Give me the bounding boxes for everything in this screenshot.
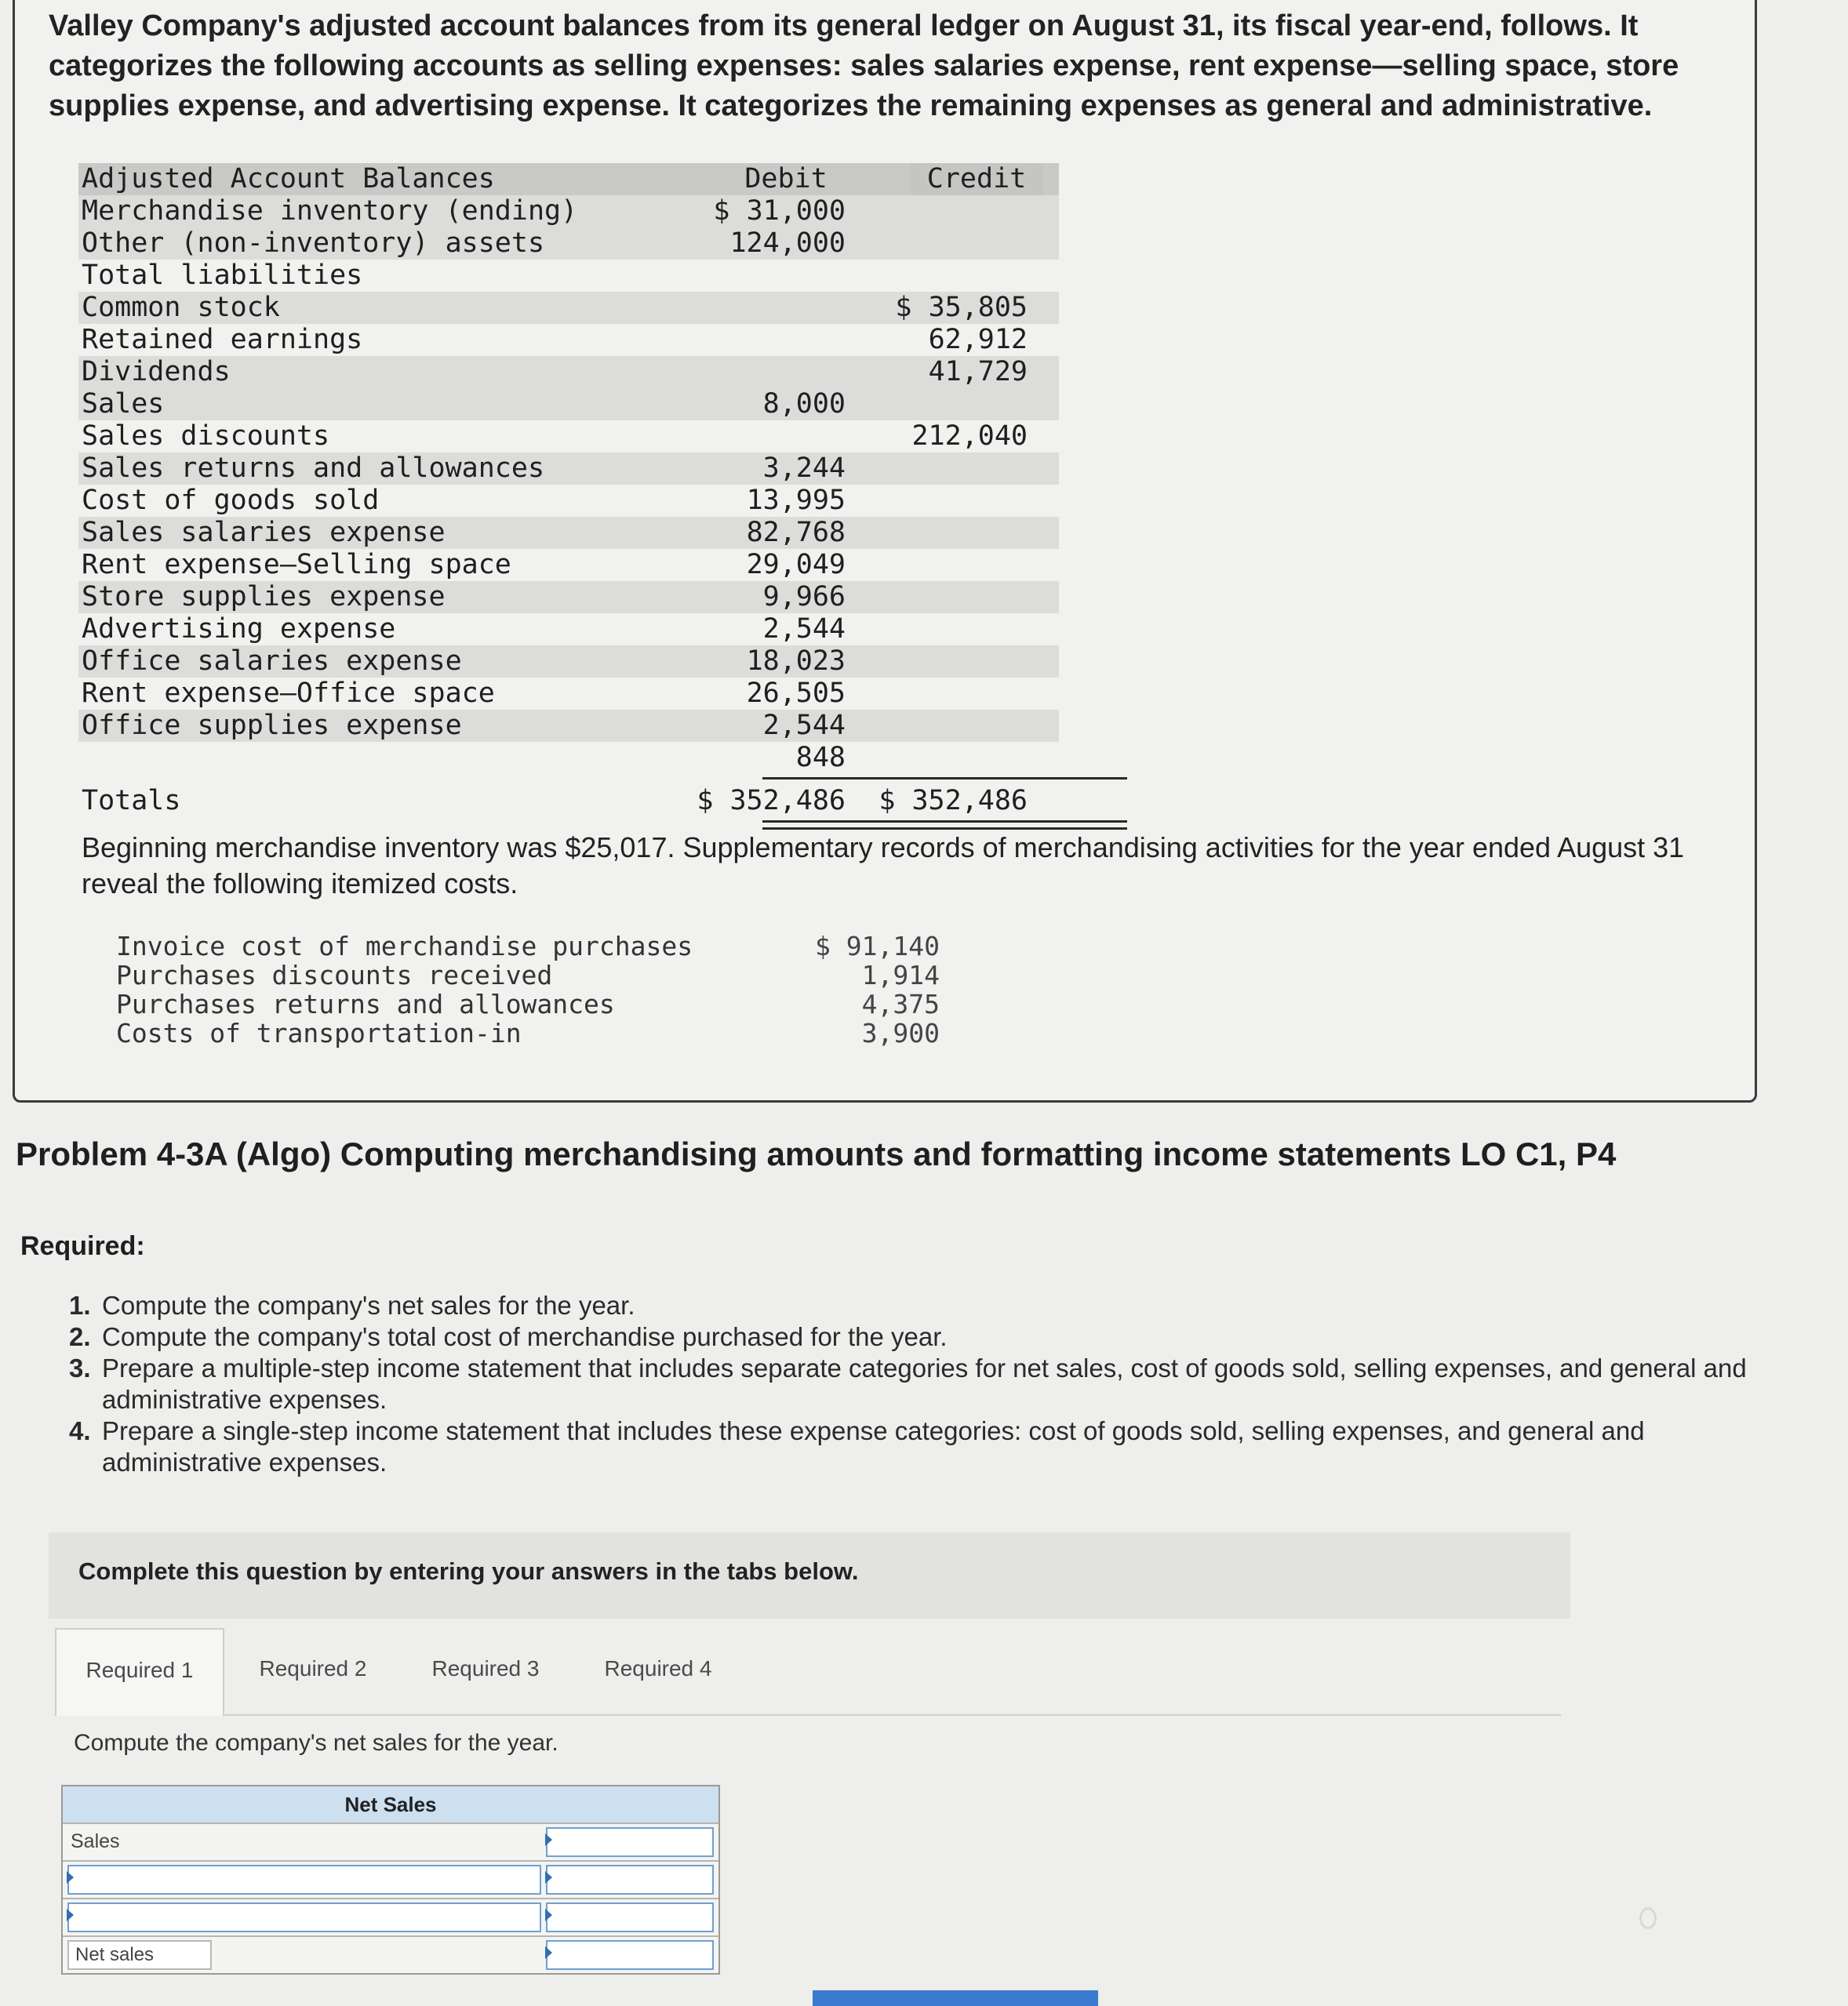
deduction-2-amount-input[interactable] bbox=[546, 1902, 714, 1932]
net-sales-row-label: Sales bbox=[71, 1830, 120, 1852]
ledger-debit: 848 bbox=[795, 742, 846, 773]
input-marker-icon bbox=[545, 1871, 552, 1884]
ledger-row bbox=[78, 613, 1059, 645]
decorative-circle-icon bbox=[1639, 1907, 1657, 1929]
ledger-row bbox=[78, 517, 1059, 549]
ledger-totals-credit: $ 352,486 bbox=[879, 785, 1028, 816]
sales-amount-input[interactable] bbox=[546, 1827, 714, 1857]
ledger-debit: 9,966 bbox=[762, 581, 846, 612]
supplementary-row bbox=[116, 990, 940, 1019]
ledger-credit: 62,912 bbox=[928, 324, 1028, 355]
ledger-totals-debit: $ 352,486 bbox=[697, 785, 846, 816]
ledger-row bbox=[78, 227, 1059, 260]
ledger-row bbox=[78, 356, 1059, 388]
required-item bbox=[69, 1290, 1748, 1321]
input-marker-icon bbox=[545, 1833, 552, 1846]
ledger-debit: 26,505 bbox=[746, 678, 846, 709]
next-button[interactable] bbox=[813, 1990, 1098, 2006]
ledger-total-rule bbox=[762, 777, 1127, 780]
net-sales-amount-input[interactable] bbox=[546, 1940, 714, 1970]
ledger-account: Retained earnings bbox=[82, 324, 363, 355]
beginning-inventory-paragraph: Beginning merchandise inventory was $25,017. Supplementary records of merchandising activities for the year ended August 31 reveal the following itemized costs. bbox=[82, 831, 1685, 899]
net-sales-row-total bbox=[63, 1935, 718, 1973]
ledger-row bbox=[78, 581, 1059, 613]
required-item bbox=[69, 1321, 1748, 1353]
supplementary-row bbox=[116, 932, 940, 961]
tab-instruction: Compute the company's net sales for the year. bbox=[74, 1730, 558, 1756]
ledger-row bbox=[78, 485, 1059, 517]
deduction-1-label-select[interactable] bbox=[67, 1865, 541, 1895]
ledger-credit: 41,729 bbox=[928, 356, 1028, 387]
ledger-row bbox=[78, 710, 1059, 742]
ledger-account: Store supplies expense bbox=[82, 581, 446, 612]
deduction-2-label-select[interactable] bbox=[67, 1902, 541, 1932]
ledger-account: Rent expense—Office space bbox=[82, 678, 495, 709]
ledger-totals-row bbox=[78, 785, 1059, 817]
ledger-account: Advertising expense bbox=[82, 613, 396, 645]
ledger-debit: 2,544 bbox=[762, 710, 846, 741]
ledger-table bbox=[78, 163, 1059, 830]
ledger-debit: 8,000 bbox=[762, 388, 846, 420]
deduction-1-amount-input[interactable] bbox=[546, 1865, 714, 1895]
ledger-account: Sales salaries expense bbox=[82, 517, 446, 548]
ledger-double-rule-wrap bbox=[78, 817, 1059, 830]
net-sales-total-label-cell bbox=[67, 1940, 212, 1970]
ledger-credit: $ 35,805 bbox=[895, 292, 1028, 323]
supplementary-value: 4,375 bbox=[861, 989, 940, 1019]
required-item bbox=[69, 1415, 1748, 1478]
supplementary-label: Costs of transportation-in bbox=[116, 1018, 522, 1048]
ledger-debit: 13,995 bbox=[746, 485, 846, 516]
ledger-row bbox=[78, 420, 1059, 452]
ledger-row bbox=[78, 678, 1059, 710]
supplementary-value: $ 91,140 bbox=[815, 931, 940, 961]
supplementary-row bbox=[116, 1019, 940, 1048]
ledger-header-credit: Credit bbox=[910, 163, 1043, 195]
ledger-row bbox=[78, 388, 1059, 420]
ledger-row bbox=[78, 260, 1059, 292]
required-item-number: 3. bbox=[69, 1354, 91, 1383]
problem-title: Problem 4-3A (Algo) Computing merchandising amounts and formatting income statements LO C1, P4 bbox=[16, 1136, 1617, 1172]
ledger-debit: 2,544 bbox=[762, 613, 846, 645]
tab-required-4[interactable]: Required 4 bbox=[604, 1656, 712, 1681]
ledger-row bbox=[78, 324, 1059, 356]
tab-required-1[interactable]: Required 1 bbox=[55, 1628, 224, 1716]
supplementary-row bbox=[116, 961, 940, 990]
ledger-row bbox=[78, 549, 1059, 581]
required-heading: Required: bbox=[20, 1231, 145, 1261]
input-marker-icon bbox=[67, 1909, 74, 1921]
ledger-credit: 212,040 bbox=[911, 420, 1028, 452]
required-item-text: Prepare a multiple-step income statement that includes separate categories for net sales, cost of goods sold, selling expenses, and general and administrative expenses. bbox=[102, 1354, 1747, 1414]
ledger-account: Common stock bbox=[82, 292, 280, 323]
ledger-debit: $ 31,000 bbox=[713, 195, 846, 227]
tab-required-3[interactable]: Required 3 bbox=[431, 1656, 540, 1681]
ledger-account: Merchandise inventory (ending) bbox=[82, 195, 578, 227]
ledger-header-account: Adjusted Account Balances bbox=[82, 163, 495, 194]
tab-required-2[interactable]: Required 2 bbox=[259, 1656, 367, 1681]
net-sales-row-deduction-2 bbox=[63, 1898, 718, 1935]
complete-instruction-text: Complete this question by entering your answers in the tabs below. bbox=[78, 1557, 859, 1585]
input-marker-icon bbox=[545, 1909, 552, 1921]
input-marker-icon bbox=[545, 1946, 552, 1959]
ledger-account: Sales bbox=[82, 388, 165, 420]
ledger-double-rule bbox=[762, 820, 1127, 830]
required-tabs bbox=[55, 1628, 1561, 1716]
ledger-header bbox=[78, 163, 1059, 195]
ledger-account: Office salaries expense bbox=[82, 645, 462, 677]
supplementary-label: Purchases discounts received bbox=[116, 960, 553, 990]
required-item bbox=[69, 1353, 1748, 1415]
required-item-text: Compute the company's total cost of merchandise purchased for the year. bbox=[102, 1322, 948, 1351]
ledger-debit: 3,244 bbox=[762, 452, 846, 484]
input-marker-icon bbox=[67, 1871, 74, 1884]
ledger-debit: 29,049 bbox=[746, 549, 846, 580]
supplementary-label: Invoice cost of merchandise purchases bbox=[116, 931, 693, 961]
complete-instruction-banner bbox=[49, 1532, 1570, 1619]
required-item-number: 1. bbox=[69, 1291, 91, 1320]
ledger-account: Rent expense—Selling space bbox=[82, 549, 511, 580]
net-sales-row-sales bbox=[63, 1822, 718, 1860]
ledger-account: Sales discounts bbox=[82, 420, 330, 452]
net-sales-row-deduction-1 bbox=[63, 1860, 718, 1898]
ledger-account: Office supplies expense bbox=[82, 710, 462, 741]
ledger-account: Other (non-inventory) assets bbox=[82, 227, 545, 259]
ledger-totals-label: Totals bbox=[82, 785, 181, 816]
supplementary-costs-table bbox=[116, 932, 940, 1048]
ledger-account: Sales returns and allowances bbox=[82, 452, 545, 484]
ledger-account: Dividends bbox=[82, 356, 231, 387]
ledger-debit: 82,768 bbox=[746, 517, 846, 548]
required-item-text: Prepare a single-step income statement that includes these expense categories: cost of goods sold, selling expenses, and general and administrative expenses. bbox=[102, 1416, 1645, 1477]
ledger-header-debit: Debit bbox=[744, 163, 828, 194]
intro-paragraph: Valley Company's adjusted account balances from its general ledger on August 31, its fiscal year-end, follows. It categorizes the following accounts as selling expenses: sales salaries expense, rent expense—selling space, store supplies expense, and advertising expense. It categorizes the remaining expenses as general and administrative. bbox=[49, 9, 1679, 122]
ledger-debit: 18,023 bbox=[746, 645, 846, 677]
ledger-row bbox=[78, 645, 1059, 678]
required-item-number: 2. bbox=[69, 1322, 91, 1351]
ledger-account: Total liabilities bbox=[82, 260, 363, 291]
supplementary-value: 3,900 bbox=[861, 1018, 940, 1048]
ledger-debit: 124,000 bbox=[729, 227, 846, 259]
ledger-account: Cost of goods sold bbox=[82, 485, 380, 516]
supplementary-label: Purchases returns and allowances bbox=[116, 989, 615, 1019]
ledger-row bbox=[78, 742, 1059, 774]
required-list bbox=[69, 1290, 1748, 1478]
net-sales-title: Net Sales bbox=[344, 1793, 437, 1816]
required-item-number: 4. bbox=[69, 1416, 91, 1445]
ledger-row bbox=[78, 292, 1059, 324]
net-sales-header bbox=[63, 1786, 718, 1822]
net-sales-total-label: Net sales bbox=[75, 1944, 155, 1965]
supplementary-value: 1,914 bbox=[861, 960, 940, 990]
ledger-row bbox=[78, 452, 1059, 485]
required-item-text: Compute the company's net sales for the year. bbox=[102, 1291, 635, 1320]
ledger-total-rule-wrap bbox=[78, 774, 1059, 785]
ledger-row bbox=[78, 195, 1059, 227]
net-sales-table bbox=[61, 1785, 720, 1975]
